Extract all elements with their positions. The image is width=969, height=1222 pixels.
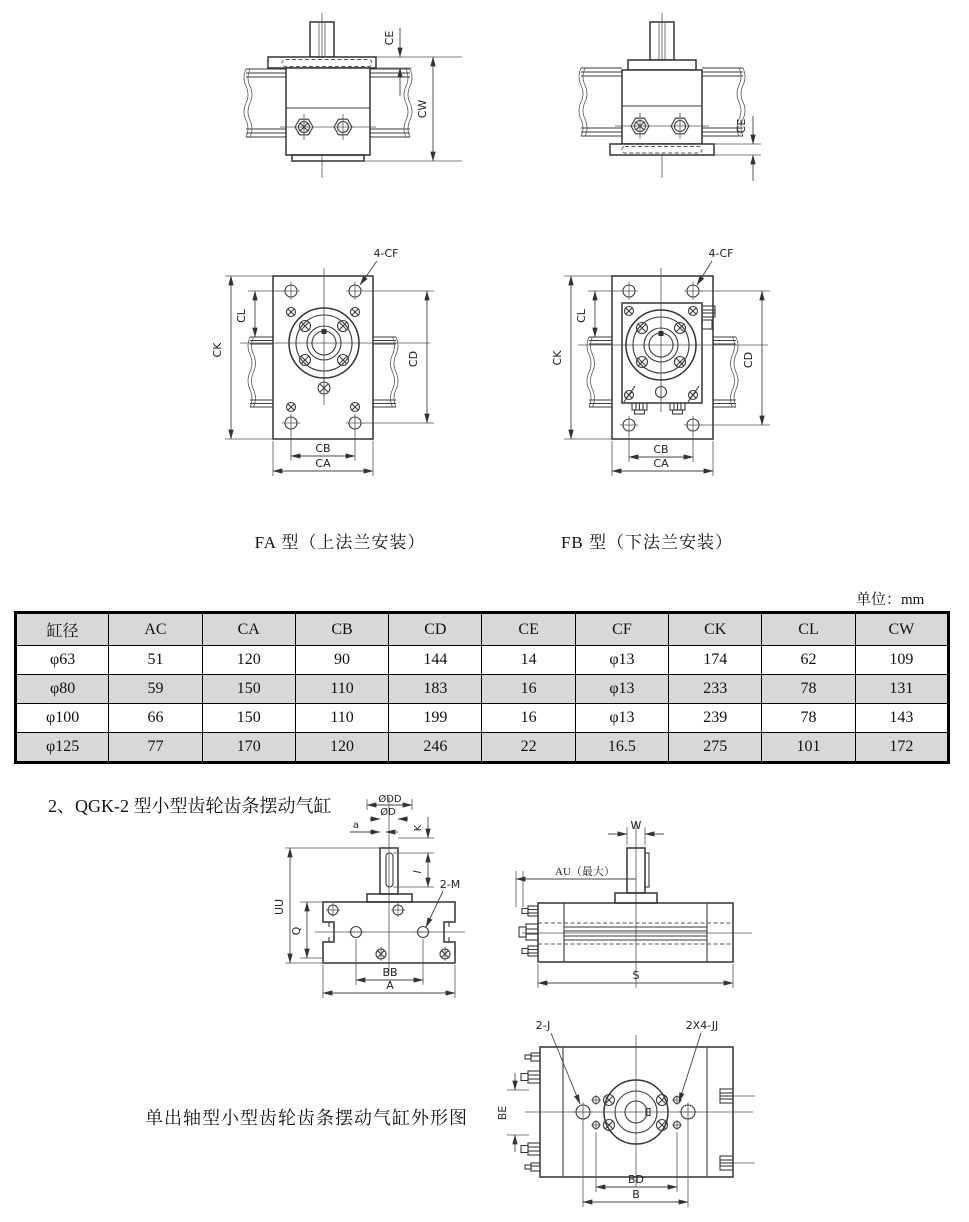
qgk2-top-drawing	[273, 793, 465, 998]
table-header-cell: CE	[482, 613, 575, 646]
table-cell: 170	[202, 733, 295, 763]
table-cell: 22	[482, 733, 575, 763]
dim-label-cd: CD	[407, 350, 420, 368]
table-cell: φ100	[16, 704, 109, 733]
table-cell: 110	[295, 704, 388, 733]
dim-label-4cf: 4-CF	[708, 247, 734, 260]
table-cell: φ13	[575, 704, 668, 733]
table-cell: 246	[389, 733, 482, 763]
table-header-cell: CB	[295, 613, 388, 646]
dim-label-b: B	[632, 1188, 640, 1201]
dim-label-bd: BD	[627, 1173, 645, 1186]
table-cell: 233	[669, 675, 762, 704]
table-row	[16, 733, 949, 763]
table-cell: φ63	[16, 646, 109, 675]
dim-label-odd: ØDD	[378, 794, 402, 805]
table-cell: 120	[202, 646, 295, 675]
dim-label-k: K	[413, 824, 424, 832]
table-header-cell: CW	[855, 613, 948, 646]
qgk2-front-drawing	[496, 1019, 755, 1207]
dim-label-ce: CE	[383, 30, 396, 46]
qgk2-front-view-figure	[495, 1015, 785, 1220]
table-cell: 16	[482, 704, 575, 733]
table-header-cell: AC	[109, 613, 202, 646]
dim-label-ck: CK	[211, 342, 224, 358]
table-row	[16, 704, 949, 733]
dim-label-s: S	[632, 969, 640, 982]
table-header-row	[16, 613, 949, 646]
dim-label-uu: UU	[273, 898, 286, 916]
bottom-caption: 单出轴型小型齿轮齿条摆动气缸外形图	[145, 1108, 468, 1128]
table-header-cell: CK	[669, 613, 762, 646]
table-cell: 66	[109, 704, 202, 733]
table-cell: 131	[855, 675, 948, 704]
dim-label-au: AU（最大）	[555, 866, 615, 878]
section-title: 2、QGK-2 型小型齿轮齿条摆动气缸	[48, 796, 332, 816]
dim-label-be: BE	[496, 1105, 509, 1121]
fb-side-drawing	[579, 13, 761, 181]
dim-label-cd: CD	[742, 351, 755, 369]
dim-label-bb: BB	[382, 966, 398, 979]
fa-front-drawing	[211, 247, 434, 476]
table-cell: φ13	[575, 675, 668, 704]
dim-label-od: ØD	[380, 807, 396, 818]
qgk2-side-drawing	[516, 819, 752, 988]
table-cell: 144	[389, 646, 482, 675]
dim-label-4cf: 4-CF	[373, 247, 399, 260]
table-cell: 62	[762, 646, 855, 675]
dim-label-cb: CB	[315, 442, 331, 455]
table-cell: φ80	[16, 675, 109, 704]
fa-caption: FA 型（上法兰安装）	[254, 533, 426, 552]
dim-label-ce: CE	[735, 118, 748, 134]
table-cell: 90	[295, 646, 388, 675]
dim-label-a: a	[352, 820, 360, 831]
table-cell: 120	[295, 733, 388, 763]
table-cell: φ125	[16, 733, 109, 763]
dim-label-cl: CL	[575, 309, 588, 323]
table-cell: 77	[109, 733, 202, 763]
fb-caption: FB 型（下法兰安装）	[560, 533, 734, 552]
dim-label-q: Q	[290, 926, 303, 936]
table-cell: 14	[482, 646, 575, 675]
dim-label-ca: CA	[315, 457, 331, 470]
dim-label-cl: CL	[235, 309, 248, 323]
right-blocks	[720, 1089, 755, 1170]
table-cell: 150	[202, 675, 295, 704]
table-header-cell: 缸径	[16, 613, 109, 646]
table-header-cell: CF	[575, 613, 668, 646]
dim-label-ck: CK	[551, 350, 564, 366]
qgk2-side-view-figure	[500, 815, 790, 1000]
table-cell: 78	[762, 704, 855, 733]
fb-front-drawing	[551, 247, 770, 476]
table-cell: 109	[855, 646, 948, 675]
dimension-table	[14, 611, 950, 764]
table-row	[16, 646, 949, 675]
dim-label-w: W	[630, 819, 642, 832]
fa-front-view-figure	[200, 240, 470, 500]
dim-label-2m: 2-M	[439, 878, 461, 891]
table-row	[16, 675, 949, 704]
table-cell: 78	[762, 675, 855, 704]
table-cell: 51	[109, 646, 202, 675]
table-header-cell: CD	[389, 613, 482, 646]
dim-label-a-overall: A	[386, 979, 394, 992]
dim-label-2j: 2-J	[535, 1019, 551, 1032]
unit-label: 单位：mm	[856, 592, 925, 608]
table-cell: 275	[669, 733, 762, 763]
table-cell: 172	[855, 733, 948, 763]
table-cell: 150	[202, 704, 295, 733]
table-header-cell: CL	[762, 613, 855, 646]
table-cell: 199	[389, 704, 482, 733]
table-cell: 239	[669, 704, 762, 733]
table-cell: 110	[295, 675, 388, 704]
table-cell: 143	[855, 704, 948, 733]
dim-label-cw: CW	[416, 99, 429, 119]
dim-label-2x4jj: 2X4-JJ	[685, 1019, 719, 1032]
table-cell: 183	[389, 675, 482, 704]
table-cell: 16.5	[575, 733, 668, 763]
fb-front-view-figure	[540, 240, 820, 510]
fa-side-view-figure	[230, 8, 460, 183]
fa-side-drawing	[244, 13, 462, 178]
dim-label-cb: CB	[653, 443, 669, 456]
table-cell: 16	[482, 675, 575, 704]
table-cell: 174	[669, 646, 762, 675]
table-header-cell: CA	[202, 613, 295, 646]
dim-label-l: l	[411, 870, 424, 874]
qgk2-top-view-figure	[273, 794, 510, 1020]
dim-label-ca: CA	[653, 457, 669, 470]
fb-side-view-figure	[565, 8, 795, 183]
left-fittings	[519, 906, 538, 956]
table-cell: 59	[109, 675, 202, 704]
table-cell: 101	[762, 733, 855, 763]
table-cell: φ13	[575, 646, 668, 675]
